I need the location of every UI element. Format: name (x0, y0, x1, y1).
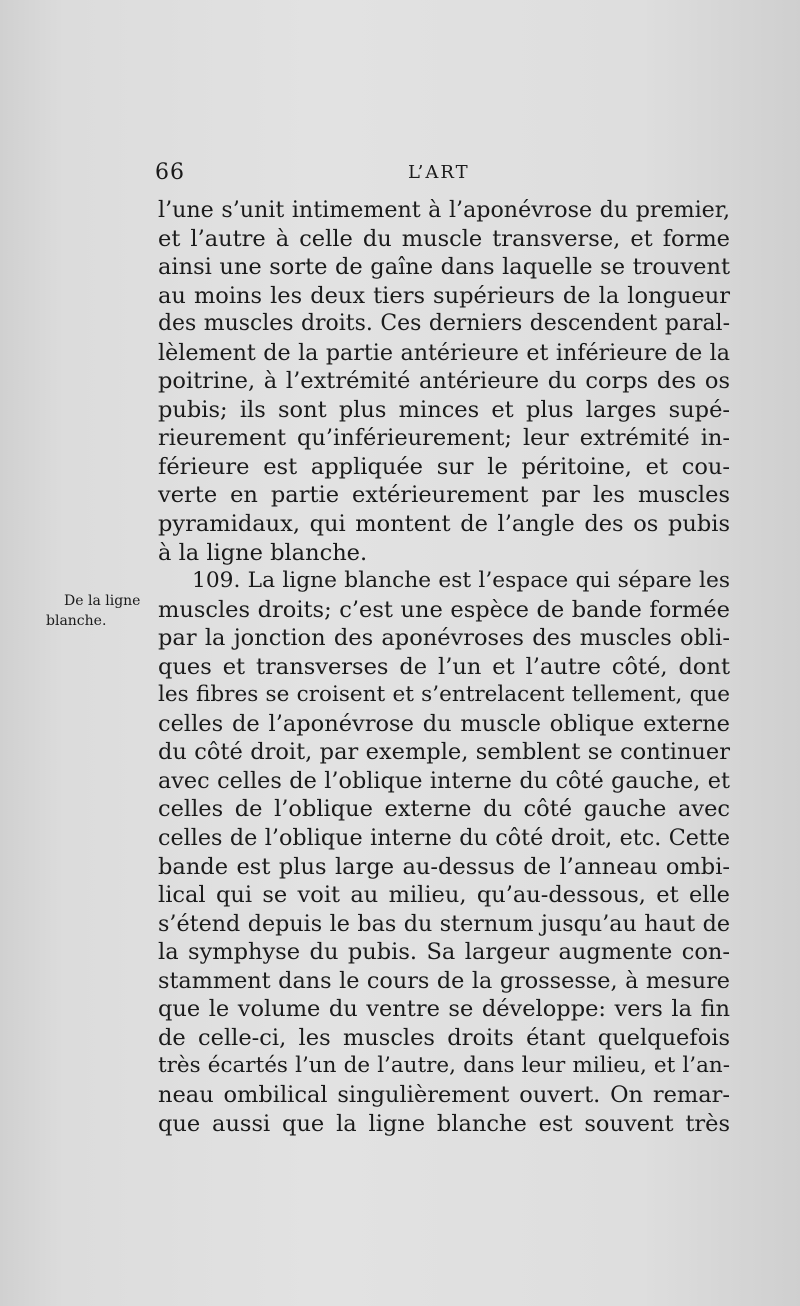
text-line: bande est plus large au-dessus de l’anneau ombi- (158, 853, 730, 880)
text-line: celles de l’oblique externe du côté gauche avec (158, 796, 730, 823)
text-line: les fibres se croisent et s’entrelacent tellement, que (158, 682, 730, 708)
text-line: ques et transverses de l’un et l’autre côté, dont (158, 653, 730, 680)
margin-note-line-1: De la ligne (64, 593, 141, 609)
text-line: lical qui se voit au milieu, qu’au-dessous, et elle (158, 882, 730, 909)
text-line: muscles droits; c’est une espèce de bande formée (158, 596, 730, 623)
text-line: rieurement qu’inférieurement; leur extrémité in- (158, 425, 730, 452)
text-line: et l’autre à celle du muscle transverse, et forme (158, 225, 730, 252)
text-line: ainsi une sorte de gaîne dans laquelle se trouvent (158, 254, 730, 281)
text-line: à la ligne blanche. (158, 539, 368, 566)
text-line: stamment dans le cours de la grossesse, à mesure (158, 967, 730, 994)
text-line: lèlement de la partie antérieure et inférieure de la (158, 339, 730, 366)
text-line: celles de l’aponévrose du muscle oblique externe (158, 710, 730, 737)
text-line: s’étend depuis le bas du sternum jusqu’au haut de (158, 910, 730, 937)
margin-note (46, 591, 156, 631)
text-line: celles de l’oblique interne du côté droit, etc. Cette (158, 825, 730, 852)
text-line: du côté droit, par exemple, semblent se continuer (158, 739, 730, 766)
text-line: l’une s’unit intimement à l’aponévrose du premier, (158, 197, 730, 223)
page-header (155, 160, 727, 190)
text-line: pubis; ils sont plus minces et plus larges supé- (158, 396, 730, 423)
text-line: que le volume du ventre se développe: vers la fin (158, 996, 730, 1023)
text-line: au moins les deux tiers supérieurs de la longueur (158, 282, 730, 309)
text-line: verte en partie extérieurement par les muscles (158, 482, 730, 509)
paragraph-109-first-line: 109. La ligne blanche est l’espace qui sépare les (192, 568, 730, 594)
page-number: 66 (155, 160, 185, 185)
body-text (158, 196, 730, 1138)
text-line: des muscles droits. Ces derniers descendent paral- (158, 311, 730, 337)
text-line: férieure est appliquée sur le péritoine, et cou- (158, 453, 730, 480)
text-line: la symphyse du pubis. Sa largeur augmente con- (158, 939, 730, 966)
running-head: L’ART (408, 162, 470, 183)
text-line: que aussi que la ligne blanche est souvent très (158, 1110, 730, 1137)
text-line: par la jonction des aponévroses des muscles obli- (158, 625, 730, 652)
text-line: neau ombilical singulièrement ouvert. On remar- (158, 1081, 730, 1108)
text-line: poitrine, à l’extrémité antérieure du corps des os (158, 368, 730, 395)
text-line: très écartés l’un de l’autre, dans leur milieu, et l’an- (158, 1053, 730, 1079)
margin-note-line-2: blanche. (46, 613, 107, 629)
text-line: avec celles de l’oblique interne du côté gauche, et (158, 767, 730, 794)
text-line: pyramidaux, qui montent de l’angle des os pubis (158, 511, 730, 538)
text-line: de celle-ci, les muscles droits étant quelquefois (158, 1024, 730, 1051)
